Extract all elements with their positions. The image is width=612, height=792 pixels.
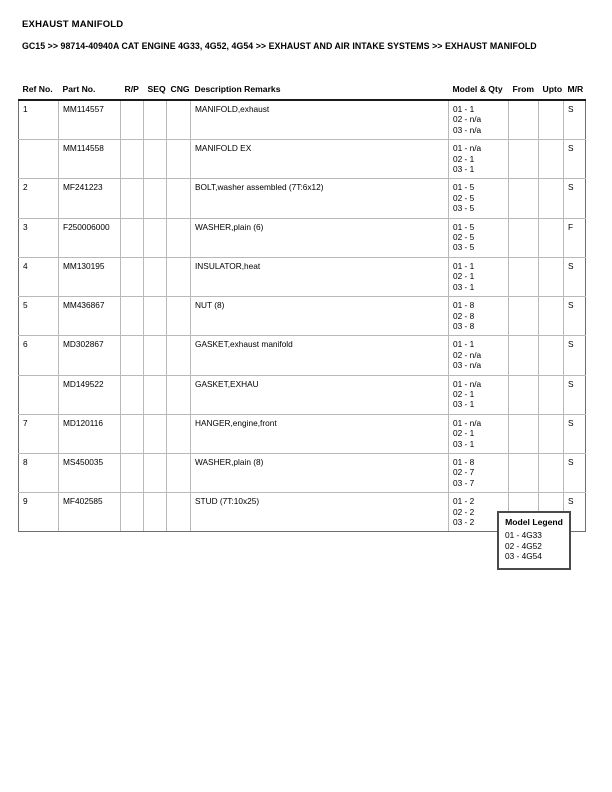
model-qty-line: 03 - 1: [453, 281, 475, 292]
cell-ref: [19, 375, 59, 414]
cell-mr: S: [564, 336, 586, 375]
model-qty-line: 03 - n/a: [453, 124, 482, 135]
table-row: [19, 140, 586, 179]
cell-part: MS450035: [59, 453, 121, 492]
model-legend-title: Model Legend: [505, 517, 563, 527]
cell-model: [449, 453, 509, 492]
model-qty-line: 01 - n/a: [453, 143, 482, 154]
table-row: [19, 453, 586, 492]
cell-desc: INSULATOR,heat: [191, 257, 449, 296]
model-qty-line: 02 - n/a: [453, 349, 482, 360]
model-legend: [497, 511, 571, 570]
cell-ref: 5: [19, 297, 59, 336]
page-title: EXHAUST MANIFOLD: [22, 19, 124, 30]
table-body: [19, 100, 586, 532]
cell-from: [509, 257, 539, 296]
cell-model: [449, 100, 509, 140]
model-legend-entries: [505, 530, 563, 562]
cell-desc: WASHER,plain (8): [191, 453, 449, 492]
cell-rp: [121, 179, 144, 218]
cell-part: MF241223: [59, 179, 121, 218]
cell-model: [449, 218, 509, 257]
column-header-part: Part No.: [62, 84, 96, 94]
cell-rp: [121, 493, 144, 532]
model-qty-line: 01 - 1: [453, 339, 475, 350]
cell-from: [509, 297, 539, 336]
cell-desc: STUD (7T:10x25): [191, 493, 449, 532]
model-qty-line: 02 - 5: [453, 232, 475, 243]
cell-desc: MANIFOLD EX: [191, 140, 449, 179]
cell-from: [509, 140, 539, 179]
model-qty-line: 02 - n/a: [453, 114, 482, 125]
model-qty-line: 01 - 1: [453, 104, 475, 114]
cell-upto: [539, 375, 564, 414]
model-qty-line: 03 - 8: [453, 320, 475, 331]
cell-desc: WASHER,plain (6): [191, 218, 449, 257]
model-qty-line: 01 - 8: [453, 300, 475, 311]
cell-seq: [144, 493, 167, 532]
model-legend-entry: 02 - 4G52: [505, 540, 542, 551]
cell-cng: [167, 493, 191, 532]
cell-mr: S: [564, 414, 586, 453]
cell-seq: [144, 179, 167, 218]
cell-model: [449, 140, 509, 179]
cell-from: [509, 218, 539, 257]
cell-ref: [19, 140, 59, 179]
cell-seq: [144, 140, 167, 179]
column-header-upto: Upto: [542, 84, 563, 94]
cell-ref: 2: [19, 179, 59, 218]
cell-mr: S: [564, 100, 586, 140]
cell-from: [509, 100, 539, 140]
column-header-mr: M/R: [567, 84, 584, 94]
model-qty-line: 01 - 2: [453, 496, 475, 507]
cell-seq: [144, 257, 167, 296]
model-qty-line: 02 - 1: [453, 388, 475, 399]
column-header-from: From: [512, 84, 534, 94]
cell-upto: [539, 218, 564, 257]
column-header-description: Description Remarks: [194, 84, 281, 94]
cell-ref: 3: [19, 218, 59, 257]
cell-ref: 1: [19, 100, 59, 140]
cell-desc: GASKET,exhaust manifold: [191, 336, 449, 375]
cell-from: [509, 179, 539, 218]
cell-part: F250006000: [59, 218, 121, 257]
cell-cng: [167, 140, 191, 179]
cell-cng: [167, 257, 191, 296]
cell-rp: [121, 453, 144, 492]
cell-cng: [167, 100, 191, 140]
model-qty-line: 01 - 1: [453, 260, 475, 271]
cell-upto: [539, 140, 564, 179]
cell-upto: [539, 179, 564, 218]
cell-model: [449, 375, 509, 414]
model-qty-line: 02 - 8: [453, 310, 475, 321]
model-qty-line: 03 - 1: [453, 438, 475, 449]
column-header-model: Model & Qty: [452, 84, 503, 94]
table-row: [19, 179, 586, 218]
cell-cng: [167, 336, 191, 375]
model-qty-line: 03 - 5: [453, 203, 475, 214]
cell-rp: [121, 257, 144, 296]
model-qty-line: 02 - 5: [453, 192, 475, 203]
model-qty-line: 02 - 1: [453, 271, 475, 282]
breadcrumb: GC15 >> 98714-40940A CAT ENGINE 4G33, 4G52, 4G54 >> EXHAUST AND AIR INTAKE SYSTEMS >> EXHAUST MANIFOLD: [22, 41, 537, 51]
model-qty-line: 01 - n/a: [453, 417, 482, 428]
cell-part: MM114557: [59, 100, 121, 140]
cell-seq: [144, 218, 167, 257]
cell-ref: 9: [19, 493, 59, 532]
cell-model: [449, 179, 509, 218]
cell-ref: 7: [19, 414, 59, 453]
parts-table-container: [18, 84, 585, 532]
cell-seq: [144, 336, 167, 375]
cell-model: [449, 297, 509, 336]
cell-upto: [539, 453, 564, 492]
cell-part: MD302867: [59, 336, 121, 375]
column-header-rp: R/P: [124, 84, 139, 94]
model-qty-line: 03 - 2: [453, 517, 475, 527]
table-row: [19, 375, 586, 414]
cell-cng: [167, 414, 191, 453]
table-row: [19, 336, 586, 375]
column-header-cng: CNG: [170, 84, 190, 94]
cell-part: MD149522: [59, 375, 121, 414]
cell-seq: [144, 297, 167, 336]
model-qty-line: 03 - 5: [453, 242, 475, 253]
cell-cng: [167, 375, 191, 414]
cell-upto: [539, 297, 564, 336]
model-qty-line: 02 - 2: [453, 506, 475, 517]
cell-upto: [539, 414, 564, 453]
cell-desc: HANGER,engine,front: [191, 414, 449, 453]
cell-model: [449, 336, 509, 375]
cell-desc: NUT (8): [191, 297, 449, 336]
cell-mr: S: [564, 375, 586, 414]
cell-model: [449, 257, 509, 296]
cell-mr: S: [564, 453, 586, 492]
model-qty-line: 03 - 1: [453, 164, 475, 175]
cell-ref: 4: [19, 257, 59, 296]
cell-part: MM130195: [59, 257, 121, 296]
cell-cng: [167, 297, 191, 336]
cell-rp: [121, 100, 144, 140]
table-row: [19, 297, 586, 336]
cell-part: MM114558: [59, 140, 121, 179]
table-row: [19, 218, 586, 257]
cell-mr: S: [564, 179, 586, 218]
cell-ref: 8: [19, 453, 59, 492]
cell-upto: [539, 257, 564, 296]
cell-from: [509, 453, 539, 492]
cell-part: MF402585: [59, 493, 121, 532]
cell-seq: [144, 453, 167, 492]
cell-mr: S: [564, 257, 586, 296]
cell-mr: S: [564, 297, 586, 336]
cell-desc: MANIFOLD,exhaust: [191, 100, 449, 140]
model-qty-line: 03 - 7: [453, 477, 475, 488]
table-header: [19, 84, 586, 100]
cell-part: MD120116: [59, 414, 121, 453]
model-qty-line: 01 - 5: [453, 182, 475, 193]
cell-rp: [121, 336, 144, 375]
table-row: [19, 257, 586, 296]
cell-from: [509, 336, 539, 375]
cell-rp: [121, 414, 144, 453]
model-qty-line: 02 - 7: [453, 467, 475, 478]
parts-table: [18, 84, 586, 532]
cell-ref: 6: [19, 336, 59, 375]
table-row: [19, 100, 586, 140]
cell-upto: [539, 336, 564, 375]
model-qty-line: 01 - 8: [453, 456, 475, 467]
model-qty-line: 02 - 1: [453, 153, 475, 164]
column-header-seq: SEQ: [147, 84, 166, 94]
cell-desc: GASKET,EXHAU: [191, 375, 449, 414]
column-header-ref: Ref No.: [22, 84, 53, 94]
cell-from: [509, 414, 539, 453]
cell-cng: [167, 218, 191, 257]
model-legend-entry: 03 - 4G54: [505, 551, 542, 561]
model-qty-line: 03 - n/a: [453, 360, 482, 371]
cell-seq: [144, 375, 167, 414]
cell-seq: [144, 414, 167, 453]
cell-cng: [167, 453, 191, 492]
model-qty-line: 01 - n/a: [453, 378, 482, 389]
cell-mr: S: [564, 493, 586, 532]
cell-rp: [121, 140, 144, 179]
cell-rp: [121, 218, 144, 257]
cell-desc: BOLT,washer assembled (7T:6x12): [191, 179, 449, 218]
model-qty-line: 03 - 1: [453, 399, 475, 410]
model-qty-line: 01 - 5: [453, 221, 475, 232]
cell-seq: [144, 100, 167, 140]
cell-from: [509, 375, 539, 414]
cell-rp: [121, 297, 144, 336]
cell-part: MM436867: [59, 297, 121, 336]
cell-mr: S: [564, 140, 586, 179]
model-legend-entry: 01 - 4G33: [505, 530, 542, 540]
cell-mr: F: [564, 218, 586, 257]
cell-rp: [121, 375, 144, 414]
cell-model: [449, 414, 509, 453]
model-qty-line: 02 - 1: [453, 428, 475, 439]
table-row: [19, 414, 586, 453]
cell-upto: [539, 100, 564, 140]
table-header-row: [19, 84, 586, 100]
cell-cng: [167, 179, 191, 218]
